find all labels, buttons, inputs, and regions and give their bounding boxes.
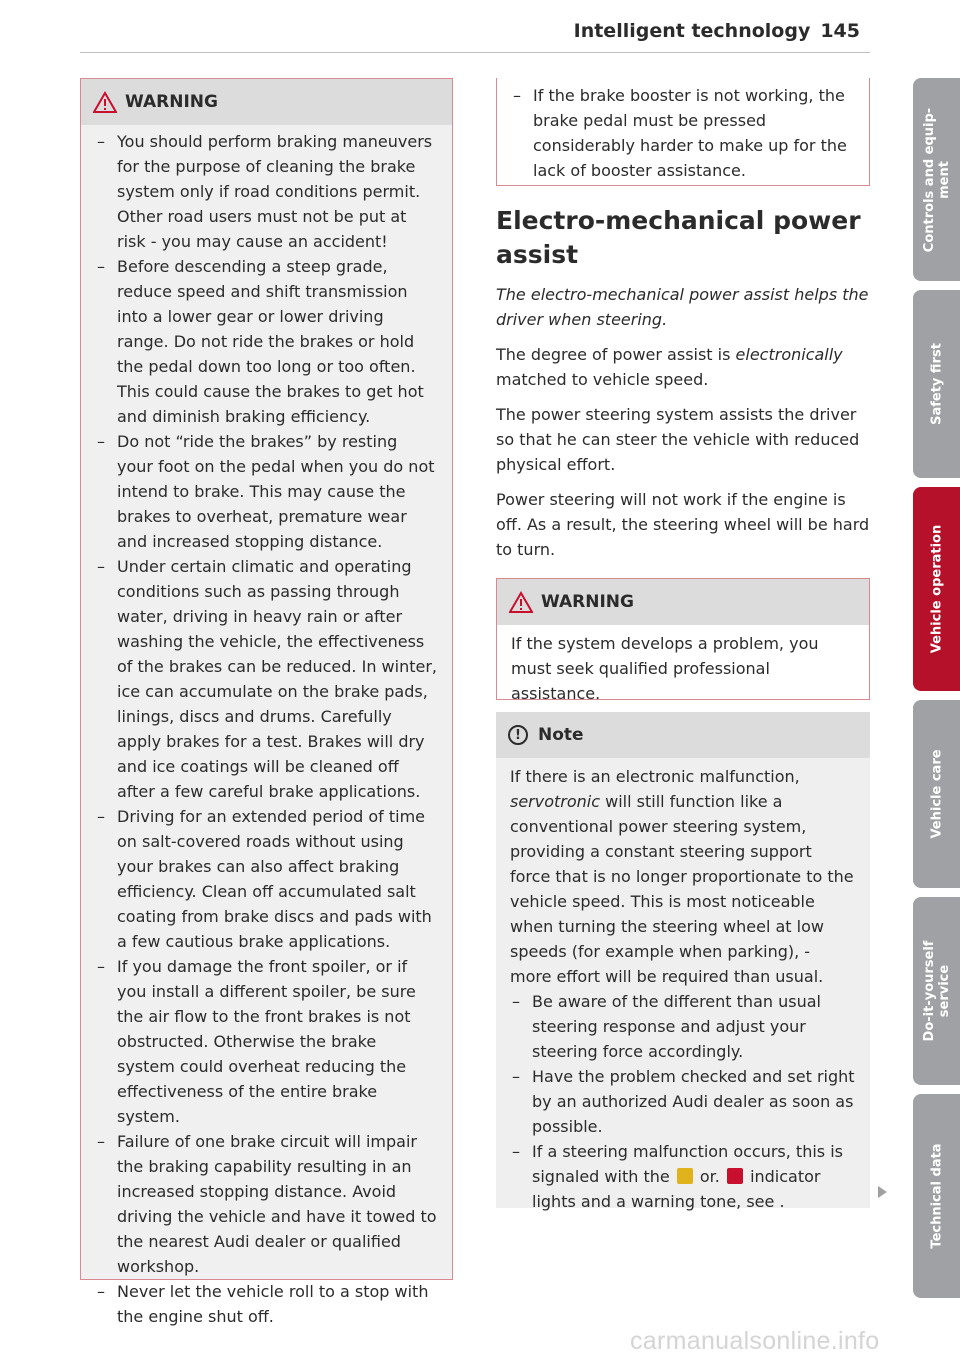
note-icon: ! [508, 725, 528, 745]
section-intro: The electro-mechanical power assist helps the driver when steering. [496, 285, 869, 329]
tab-technical-data[interactable]: Technical data [913, 1094, 960, 1298]
list-item: – If the brake booster is not working, the brake pedal must be pressed considerably harder to make up for the lack of booster assistance. [511, 83, 855, 183]
warning-label: WARNING [125, 92, 218, 112]
warning-triangle-icon [93, 91, 117, 113]
warning-box-power-assist [496, 578, 870, 703]
note-label: Note [538, 725, 584, 745]
paragraph: The degree of power assist is electronically matched to vehicle speed. [496, 345, 843, 389]
warning-triangle-icon [509, 591, 533, 613]
warning-box-continued [496, 78, 870, 186]
warning-label: WARNING [541, 592, 634, 612]
steering-indicator-yellow-icon [677, 1168, 693, 1184]
section-title: Electro-mechanical power assist [496, 206, 861, 269]
list-item: – If you damage the front spoiler, or if you install a different spoiler, be sure the air flow to the front brakes is not obstructed. Otherwise the brake system could overheat reducing the effectiveness of the entire brake system. [95, 954, 438, 1129]
paragraph: The power steering system assists the driver so that he can steer the vehicle with reduced physical effort. [496, 405, 860, 474]
list-item: – Driving for an extended period of time on salt-covered roads without using your brakes can also affect braking efficiency. Clean off accumulated salt coating from brake discs and pads with a few cautious brake applications. [95, 804, 438, 954]
steering-indicator-red-icon [727, 1168, 743, 1184]
list-item: – Have the problem checked and set right by an authorized Audi dealer as soon as possible. [510, 1064, 856, 1139]
note-box [496, 712, 870, 1211]
list-item: – Failure of one brake circuit will impair the braking capability resulting in an increased stopping distance. Avoid driving the vehicle and have it towed to the nearest Audi dealer or qualified workshop. [95, 1129, 438, 1279]
paragraph: Power steering will not work if the engine is off. As a result, the steering wheel will be hard to turn. [496, 490, 870, 559]
note-paragraph: If there is an electronic malfunction, servotronic will still function like a conventional power steering system, providing a constant steering support force that is no longer proportionate to the vehicle speed. This is most noticeable when turning the steering wheel at low speeds (for example when parking), - more effort will be required than usual. [510, 767, 854, 986]
page-number: 145 [820, 20, 860, 42]
warning-box-brakes [80, 78, 453, 1326]
section-body [496, 282, 870, 572]
list-item: – Be aware of the different than usual steering response and adjust your steering force accordingly. [510, 989, 856, 1064]
emphasis: electronically [735, 345, 843, 364]
watermark: carmanualsonline.info [630, 1327, 880, 1355]
tab-controls-and-equipment[interactable]: Controls and equip- ment [913, 78, 960, 281]
section-header-title: Intelligent technology [573, 20, 811, 42]
tab-do-it-yourself-service[interactable]: Do-it-yourself service [913, 897, 960, 1085]
warning-list [95, 129, 438, 1329]
tab-safety-first[interactable]: Safety first [913, 290, 960, 478]
tab-vehicle-care[interactable]: Vehicle care [913, 700, 960, 888]
emphasis: servotronic [510, 792, 601, 811]
warning-header [81, 79, 452, 125]
warning-text: If the system develops a problem, you must seek qualified professional assistance. [511, 634, 819, 703]
list-item: – Under certain climatic and operating conditions such as passing through water, driving in heavy rain or after washing the vehicle, the effectiveness of the brakes can be reduced. In winter, ice can accumulate on the brake pads, linings, discs and drums. Carefully apply brakes for a test. Brakes will dry and ice coatings will be cleaned off after a few careful brake applications. [95, 554, 438, 804]
list-item: – You should perform braking maneuvers for the purpose of cleaning the brake system only if road conditions permit. Other road users must not be put at risk - you may cause an accident! [95, 129, 438, 254]
note-list [510, 989, 856, 1214]
running-header [574, 20, 860, 42]
continue-arrow-icon [878, 1186, 887, 1198]
note-header [496, 712, 870, 758]
list-item: – Never let the vehicle roll to a stop with the engine shut off. [95, 1279, 438, 1329]
warning-continued-list [511, 83, 855, 183]
list-item: – Do not “ride the brakes” by resting your foot on the pedal when you do not intend to brake. This may cause the brakes to overheat, premature wear and increased stopping distance. [95, 429, 438, 554]
header-rule [80, 52, 870, 53]
tab-vehicle-operation[interactable]: Vehicle operation [913, 487, 960, 691]
list-item: – If a steering malfunction occurs, this is signaled with the or. indicator lights and a warning tone, see . [510, 1139, 856, 1214]
list-item: – Before descending a steep grade, reduce speed and shift transmission into a lower gear or lower driving range. Do not ride the brakes or hold the pedal down too long or too often. This could cause the brakes to get hot and diminish braking efficiency. [95, 254, 438, 429]
warning-header [497, 579, 869, 625]
